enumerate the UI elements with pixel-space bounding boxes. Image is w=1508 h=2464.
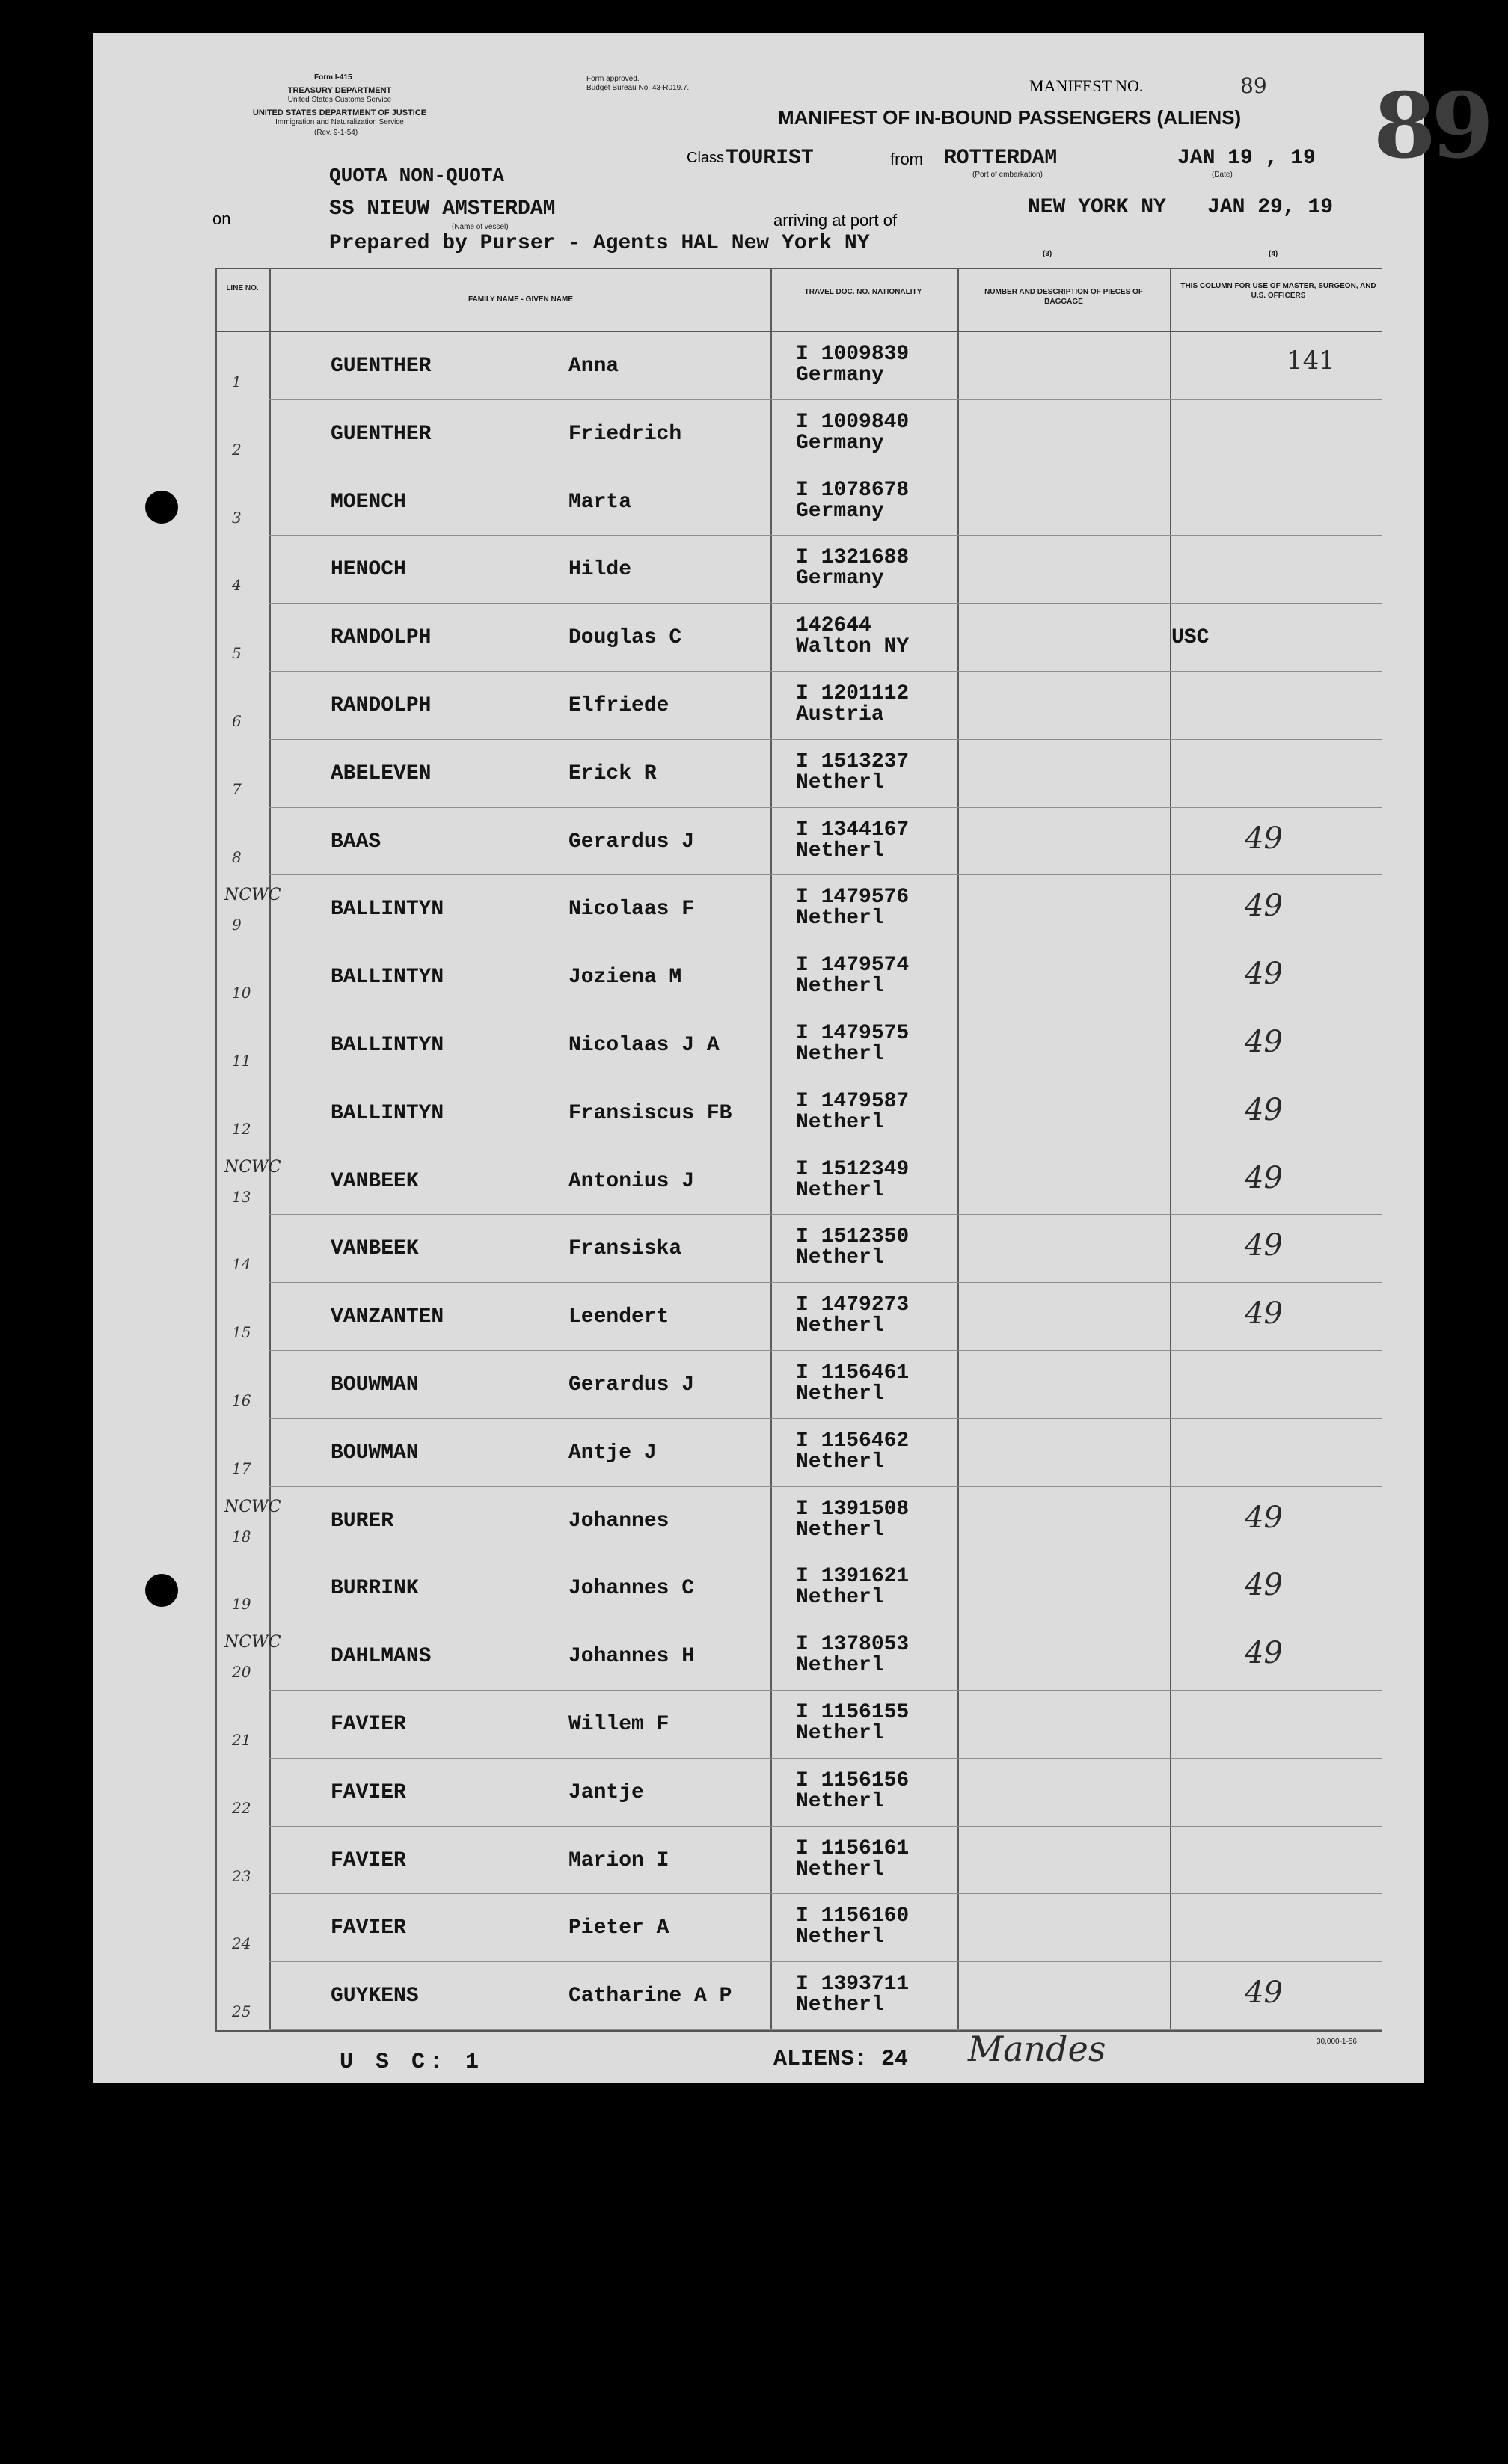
family-name: VANBEEK [331, 1169, 419, 1193]
nationality: Netherl [796, 1314, 884, 1338]
col4-number: (4) [1269, 250, 1278, 258]
col-header-officers: THIS COLUMN FOR USE OF MASTER, SURGEON, AND U.S. OFFICERS [1180, 282, 1376, 300]
given-name: Catharine A P [568, 1985, 732, 2008]
family-name: BALLINTYN [331, 966, 444, 990]
vessel-name: SS NIEUW AMSTERDAM [329, 197, 556, 221]
line-number: 21 [232, 1731, 251, 1749]
table-row [93, 604, 1424, 672]
ins-service: Immigration and Naturalization Service [275, 118, 404, 126]
col-header-travel-doc: TRAVEL DOC. NO. NATIONALITY [804, 288, 922, 296]
officer-mark: 49 [1245, 1092, 1283, 1127]
table-row [93, 332, 1424, 400]
table-row [93, 1894, 1424, 1962]
prepared-by: Prepared by Purser - Agents HAL New York NY [329, 232, 870, 255]
given-name: Fransiscus FB [568, 1101, 732, 1125]
treasury-dept: TREASURY DEPARTMENT [287, 86, 392, 95]
given-name: Pieter A [568, 1916, 669, 1940]
line-number: 10 [232, 984, 251, 1002]
line-number: 25 [232, 2002, 251, 2021]
given-name: Friedrich [568, 422, 682, 446]
ncwc-note: NCWC [224, 1633, 281, 1652]
line-number: 17 [232, 1459, 251, 1477]
table-row [93, 1759, 1424, 1827]
line-number: 23 [232, 1866, 251, 1885]
manifest-no-value: 89 [1240, 73, 1267, 98]
table-row [93, 1622, 1424, 1691]
officer-mark: 49 [1245, 889, 1283, 924]
table-row [93, 1419, 1424, 1487]
nationality: Netherl [796, 975, 884, 999]
embark-port: ROTTERDAM [944, 147, 1058, 170]
given-name: Antonius J [568, 1169, 695, 1193]
table-row [93, 875, 1424, 943]
given-name: Jantje [568, 1780, 644, 1804]
travel-doc-number: I 1078678 [796, 478, 910, 502]
on-label: on [212, 209, 231, 228]
given-name: Johannes [568, 1509, 669, 1533]
line-number: 9 [232, 916, 242, 934]
travel-doc-number: I 1156155 [796, 1701, 910, 1724]
customs-service: United States Customs Service [287, 96, 392, 104]
travel-doc-number: I 1344167 [796, 818, 910, 842]
manifest-title: MANIFEST OF IN-BOUND PASSENGERS (ALIENS) [778, 106, 1242, 129]
line-number: 14 [232, 1255, 251, 1274]
nationality: Walton NY [796, 635, 910, 659]
revision-date: (Rev. 9-1-54) [314, 129, 358, 137]
travel-doc-number: I 1156156 [796, 1768, 910, 1792]
family-name: VANBEEK [331, 1237, 419, 1261]
travel-doc-number: I 1393711 [796, 1973, 910, 1996]
line-number: 12 [232, 1119, 251, 1138]
travel-doc-number: I 1321688 [796, 546, 910, 570]
given-name: Joziena M [568, 966, 682, 990]
family-name: BAAS [331, 830, 381, 853]
given-name: Johannes C [568, 1577, 695, 1601]
nationality: Netherl [796, 1722, 884, 1745]
nationality: Netherl [796, 1925, 884, 1949]
table-row [93, 1962, 1424, 2030]
given-name: Marion I [568, 1848, 669, 1872]
manifest-page [93, 33, 1489, 2083]
line-number: 8 [232, 848, 242, 866]
table-row [93, 1147, 1424, 1216]
given-name: Nicolaas F [568, 898, 695, 922]
travel-doc-number: I 1512350 [796, 1225, 910, 1249]
table-row [93, 1487, 1424, 1555]
nationality: Netherl [796, 1382, 884, 1406]
travel-doc-number: I 1513237 [796, 750, 910, 773]
nationality: Netherl [796, 1789, 884, 1813]
usc-note: USC [1171, 626, 1210, 650]
travel-doc-number: I 1479576 [796, 886, 910, 910]
table-row [93, 536, 1424, 604]
officer-mark: 49 [1245, 1228, 1283, 1263]
line-number: 22 [232, 1798, 251, 1817]
nationality: Netherl [796, 907, 884, 931]
given-name: Elfriede [568, 694, 669, 717]
col-header-baggage: NUMBER AND DESCRIPTION OF PIECES OF BAGGAGE [984, 288, 1143, 306]
table-row [93, 672, 1424, 740]
quota-line: QUOTA NON-QUOTA [329, 165, 505, 187]
family-name: FAVIER [331, 1713, 406, 1736]
family-name: FAVIER [331, 1780, 406, 1804]
col-header-line-no: LINE NO. [226, 284, 259, 292]
line-number: 4 [232, 576, 242, 595]
family-name: RANDOLPH [331, 694, 432, 717]
binder-hole-top [145, 491, 178, 524]
officer-mark: 49 [1245, 1976, 1283, 2011]
given-name: Johannes H [568, 1645, 695, 1669]
nationality: Netherl [796, 1110, 884, 1134]
travel-doc-number: I 1156160 [796, 1904, 910, 1928]
officer-mark: 49 [1245, 1568, 1283, 1603]
line-number: 1 [232, 373, 242, 390]
table-row [93, 468, 1424, 536]
nationality: Austria [796, 703, 884, 726]
from-label: from [890, 150, 923, 168]
line-number: 5 [232, 644, 242, 663]
nationality: Netherl [796, 1246, 884, 1270]
given-name: Hilde [568, 558, 632, 582]
justice-dept: UNITED STATES DEPARTMENT OF JUSTICE [252, 108, 427, 117]
arriving-label: arriving at port of [773, 211, 898, 230]
col3-number: (3) [1043, 250, 1052, 258]
line-number: 19 [232, 1595, 251, 1613]
table-row [93, 1011, 1424, 1079]
officer-mark: 141 [1287, 346, 1335, 376]
manifest-no-label: MANIFEST NO. [1029, 76, 1144, 95]
class-label: Class [687, 150, 725, 166]
family-name: ABELEVEN [331, 761, 432, 785]
nationality: Germany [796, 364, 884, 387]
table-row [93, 400, 1424, 468]
given-name: Marta [568, 490, 632, 514]
officer-mark: 49 [1245, 1025, 1283, 1059]
family-name: BALLINTYN [331, 898, 444, 922]
ncwc-note: NCWC [224, 1157, 281, 1177]
nationality: Netherl [796, 1043, 884, 1066]
family-name: GUYKENS [331, 1985, 419, 2008]
line-number: 18 [232, 1527, 251, 1545]
given-name: Fransiska [568, 1237, 682, 1261]
family-name: VANZANTEN [331, 1305, 444, 1329]
table-row [93, 740, 1424, 808]
travel-doc-number: I 1156161 [796, 1836, 910, 1860]
given-name: Willem F [568, 1713, 669, 1736]
ncwc-note: NCWC [224, 1497, 281, 1516]
travel-doc-number: I 1009840 [796, 410, 910, 434]
family-name: RANDOLPH [331, 626, 432, 650]
embark-date-caption: (Date) [1212, 171, 1233, 179]
family-name: GUENTHER [331, 355, 432, 378]
line-number: 7 [232, 779, 242, 798]
table-row [93, 943, 1424, 1011]
line-number: 3 [232, 508, 242, 527]
officer-mark: 49 [1245, 1160, 1283, 1195]
family-name: BOUWMAN [331, 1373, 419, 1397]
nationality: Netherl [796, 1586, 884, 1610]
family-name: BURER [331, 1509, 394, 1533]
travel-doc-number: I 1156462 [796, 1429, 910, 1453]
given-name: Gerardus J [568, 1373, 695, 1397]
family-name: FAVIER [331, 1848, 406, 1872]
binder-hole-bottom [145, 1574, 178, 1607]
travel-doc-number: I 1391621 [796, 1565, 910, 1589]
class-value: TOURIST [726, 147, 814, 170]
nationality: Netherl [796, 839, 884, 862]
family-name: BURRINK [331, 1577, 419, 1601]
nationality: Netherl [796, 1518, 884, 1542]
ncwc-note: NCWC [224, 886, 281, 905]
line-number: 2 [232, 440, 242, 459]
given-name: Anna [568, 355, 619, 378]
nationality: Germany [796, 499, 884, 523]
line-number: 24 [232, 1934, 251, 1953]
nationality: Netherl [796, 1450, 884, 1474]
form-approved: Form approved. [586, 75, 640, 83]
family-name: FAVIER [331, 1916, 406, 1940]
travel-doc-number: I 1479575 [796, 1022, 910, 1045]
family-name: GUENTHER [331, 422, 432, 446]
family-name: BALLINTYN [331, 1101, 444, 1125]
vessel-caption: (Name of vessel) [452, 223, 509, 231]
family-name: MOENCH [331, 490, 406, 514]
budget-bureau: Budget Bureau No. 43-R019.7. [586, 84, 690, 92]
given-name: Leendert [568, 1305, 669, 1329]
travel-doc-number: I 1479273 [796, 1293, 910, 1317]
travel-doc-number: I 1156461 [796, 1361, 910, 1385]
form-number: Form I-415 [314, 73, 352, 82]
arrival-port: NEW YORK NY [1028, 196, 1166, 219]
table-row [93, 808, 1424, 876]
table-row [93, 1827, 1424, 1895]
usc-total: U S C: 1 [340, 2050, 484, 2075]
table-row [93, 1215, 1424, 1283]
nationality: Germany [796, 567, 884, 591]
travel-doc-number: I 1378053 [796, 1633, 910, 1657]
line-number: 16 [232, 1391, 251, 1409]
nationality: Netherl [796, 1857, 884, 1881]
line-number: 20 [232, 1663, 251, 1682]
family-name: DAHLMANS [331, 1645, 432, 1669]
given-name: Gerardus J [568, 830, 695, 853]
arrival-date: JAN 29, 19 [1207, 196, 1334, 219]
travel-doc-number: I 1479574 [796, 954, 910, 978]
travel-doc-number: I 1479587 [796, 1089, 910, 1113]
family-name: BALLINTYN [331, 1034, 444, 1057]
line-number: 13 [232, 1187, 251, 1206]
print-code: 30,000-1-56 [1317, 2038, 1357, 2046]
given-name: Douglas C [568, 626, 682, 650]
embark-date: JAN 19 , 19 [1177, 147, 1316, 170]
nationality: Netherl [796, 1993, 884, 2017]
travel-doc-number: I 1201112 [796, 682, 910, 705]
line-number: 15 [232, 1323, 251, 1342]
table-row [93, 1283, 1424, 1351]
table-row [93, 1351, 1424, 1419]
family-name: HENOCH [331, 558, 406, 582]
table-row [93, 1079, 1424, 1147]
nationality: Germany [796, 431, 884, 455]
family-name: BOUWMAN [331, 1441, 419, 1465]
officer-mark: 49 [1245, 1636, 1283, 1671]
nationality: Netherl [796, 770, 884, 794]
travel-doc-number: 142644 [796, 614, 871, 638]
travel-doc-number: I 1009839 [796, 343, 910, 366]
line-number: 6 [232, 712, 242, 730]
officer-mark: 49 [1245, 1500, 1283, 1535]
travel-doc-number: I 1512349 [796, 1157, 910, 1181]
table-row [93, 1554, 1424, 1622]
given-name: Nicolaas J A [568, 1034, 720, 1057]
given-name: Erick R [568, 761, 657, 785]
officer-mark: 49 [1245, 1296, 1283, 1331]
aliens-total: ALIENS: 24 [773, 2047, 909, 2072]
nationality: Netherl [796, 1654, 884, 1678]
line-number: 11 [232, 1052, 251, 1070]
officer-mark: 49 [1245, 821, 1283, 856]
travel-doc-number: I 1391508 [796, 1497, 910, 1521]
embark-port-caption: (Port of embarkation) [972, 171, 1043, 179]
nationality: Netherl [796, 1178, 884, 1202]
officer-mark: 49 [1245, 957, 1283, 992]
officer-signature: Mandes [968, 2029, 1106, 2069]
col-header-name: FAMILY NAME - GIVEN NAME [468, 295, 573, 304]
manifest-stamp: 89 [1373, 73, 1489, 179]
given-name: Antje J [568, 1441, 657, 1465]
table-row [93, 1691, 1424, 1759]
